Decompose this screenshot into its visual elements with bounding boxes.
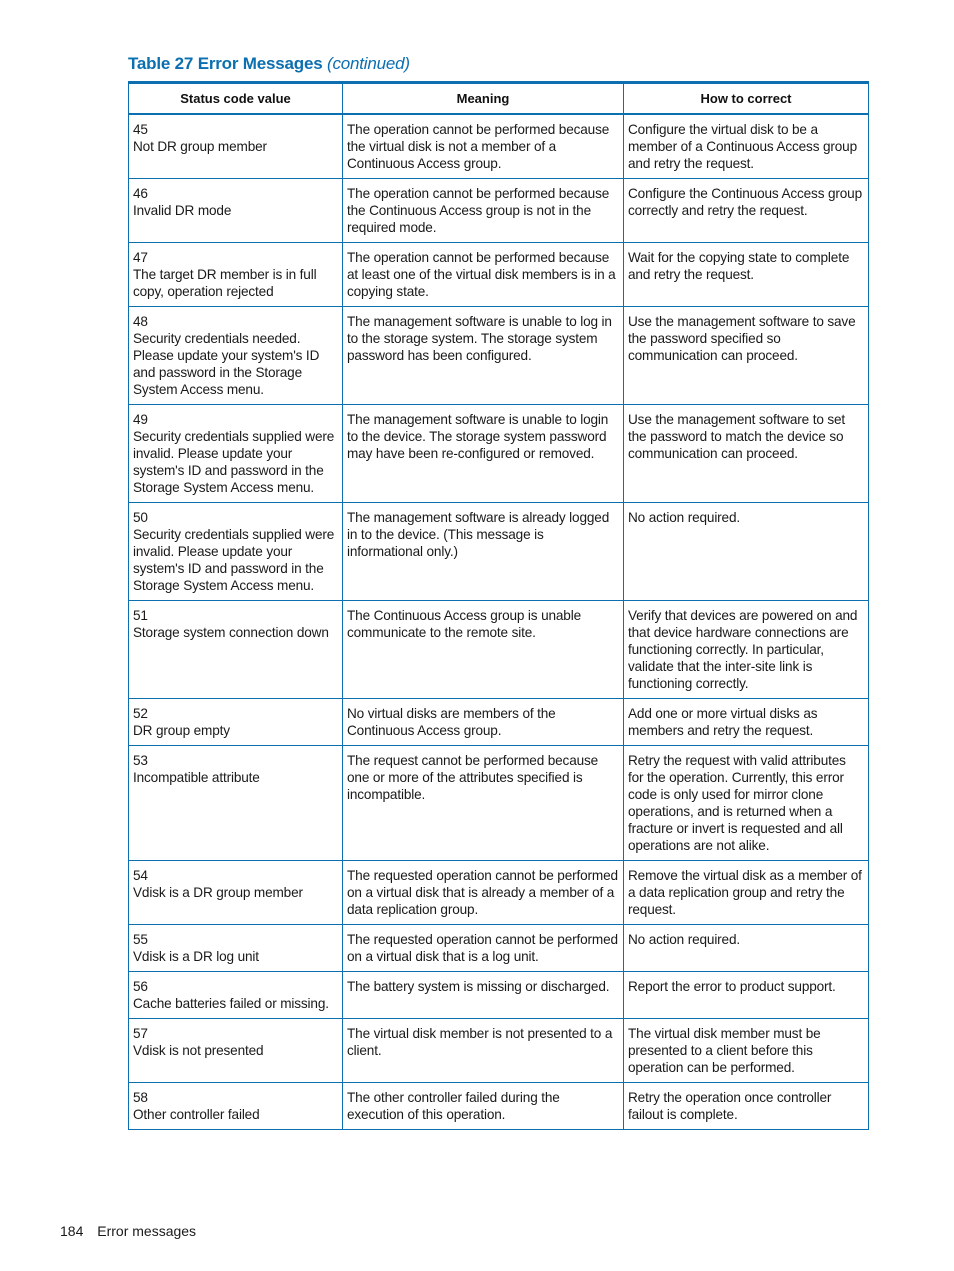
table-row — [129, 972, 869, 1019]
table-row — [129, 699, 869, 746]
status-code-text: Other controller failed — [133, 1107, 260, 1122]
cell-how-to-correct: Retry the operation once controller failout is complete. — [624, 1083, 869, 1130]
status-code-text: Security credentials needed. Please update your system's ID and password in the Storage System Access menu. — [133, 331, 320, 397]
cell-status-code — [129, 699, 343, 746]
cell-meaning: The other controller failed during the execution of this operation. — [343, 1083, 624, 1130]
table-caption — [128, 54, 410, 74]
table-row — [129, 405, 869, 503]
table-row — [129, 861, 869, 925]
status-code-text: Invalid DR mode — [133, 203, 232, 218]
table-row — [129, 503, 869, 601]
status-code-number: 46 — [133, 186, 148, 201]
page-footer — [60, 1223, 196, 1239]
status-code-text: Security credentials supplied were invalid. Please update your system's ID and password in the Storage System Access menu. — [133, 429, 335, 495]
page-number: 184 — [60, 1223, 84, 1239]
cell-how-to-correct: No action required. — [624, 503, 869, 601]
cell-meaning: The request cannot be performed because one or more of the attributes specified is incompatible. — [343, 746, 624, 861]
error-messages-table-container — [128, 81, 868, 1130]
cell-meaning: The management software is already logged in to the device. (This message is informational only.) — [343, 503, 624, 601]
cell-meaning: The operation cannot be performed because at least one of the virtual disk members is in a copying state. — [343, 243, 624, 307]
table-row — [129, 925, 869, 972]
cell-how-to-correct: Use the management software to save the password specified so communication can proceed. — [624, 307, 869, 405]
table-row — [129, 179, 869, 243]
footer-section-title: Error messages — [97, 1223, 197, 1239]
cell-meaning: The management software is unable to log in to the storage system. The storage system password has been configured. — [343, 307, 624, 405]
status-code-text: Incompatible attribute — [133, 770, 260, 785]
cell-status-code — [129, 114, 343, 179]
table-row — [129, 1083, 869, 1130]
cell-meaning: The requested operation cannot be performed on a virtual disk that is a log unit. — [343, 925, 624, 972]
status-code-text: Vdisk is a DR group member — [133, 885, 303, 900]
header-meaning: Meaning — [343, 83, 624, 115]
status-code-number: 50 — [133, 510, 148, 525]
error-messages-table — [128, 81, 869, 1130]
cell-how-to-correct: Wait for the copying state to complete and retry the request. — [624, 243, 869, 307]
status-code-number: 45 — [133, 122, 148, 137]
cell-status-code — [129, 307, 343, 405]
cell-how-to-correct: Use the management software to set the password to match the device so communication can proceed. — [624, 405, 869, 503]
header-how-to-correct: How to correct — [624, 83, 869, 115]
cell-meaning: No virtual disks are members of the Continuous Access group. — [343, 699, 624, 746]
cell-status-code — [129, 1019, 343, 1083]
cell-how-to-correct: Retry the request with valid attributes for the operation. Currently, this error code is only used for mirror clone operations, and is returned when a fracture or invert is requested and all operations are not alike. — [624, 746, 869, 861]
status-code-number: 57 — [133, 1026, 148, 1041]
table-row — [129, 1019, 869, 1083]
cell-status-code — [129, 746, 343, 861]
status-code-text: Security credentials supplied were invalid. Please update your system's ID and password in the Storage System Access menu. — [133, 527, 335, 593]
table-title: Table 27 Error Messages — [128, 54, 323, 73]
cell-meaning: The battery system is missing or discharged. — [343, 972, 624, 1019]
table-row — [129, 243, 869, 307]
cell-status-code — [129, 601, 343, 699]
cell-meaning: The requested operation cannot be performed on a virtual disk that is already a member of a data replication group. — [343, 861, 624, 925]
cell-how-to-correct: Configure the Continuous Access group correctly and retry the request. — [624, 179, 869, 243]
status-code-text: The target DR member is in full copy, operation rejected — [133, 267, 317, 299]
status-code-number: 53 — [133, 753, 148, 768]
status-code-number: 51 — [133, 608, 148, 623]
table-row — [129, 601, 869, 699]
header-status-code: Status code value — [129, 83, 343, 115]
cell-meaning: The operation cannot be performed because the virtual disk is not a member of a Continuous Access group. — [343, 114, 624, 179]
table-row — [129, 114, 869, 179]
status-code-number: 47 — [133, 250, 148, 265]
cell-status-code — [129, 861, 343, 925]
cell-status-code — [129, 1083, 343, 1130]
status-code-number: 48 — [133, 314, 148, 329]
cell-status-code — [129, 405, 343, 503]
status-code-number: 49 — [133, 412, 148, 427]
cell-meaning: The Continuous Access group is unable communicate to the remote site. — [343, 601, 624, 699]
status-code-number: 52 — [133, 706, 148, 721]
table-row — [129, 746, 869, 861]
cell-meaning: The operation cannot be performed because the Continuous Access group is not in the required mode. — [343, 179, 624, 243]
cell-how-to-correct: Report the error to product support. — [624, 972, 869, 1019]
cell-how-to-correct: Remove the virtual disk as a member of a data replication group and retry the request. — [624, 861, 869, 925]
cell-status-code — [129, 243, 343, 307]
status-code-number: 54 — [133, 868, 148, 883]
cell-how-to-correct: Verify that devices are powered on and that device hardware connections are functioning correctly. In particular, validate that the inter-site link is functioning correctly. — [624, 601, 869, 699]
cell-status-code — [129, 972, 343, 1019]
cell-meaning: The virtual disk member is not presented to a client. — [343, 1019, 624, 1083]
table-header-row — [129, 83, 869, 115]
cell-how-to-correct: No action required. — [624, 925, 869, 972]
status-code-number: 56 — [133, 979, 148, 994]
status-code-text: DR group empty — [133, 723, 230, 738]
status-code-number: 58 — [133, 1090, 148, 1105]
cell-how-to-correct: Add one or more virtual disks as members and retry the request. — [624, 699, 869, 746]
cell-status-code — [129, 503, 343, 601]
status-code-text: Storage system connection down — [133, 625, 329, 640]
cell-how-to-correct: The virtual disk member must be presented to a client before this operation can be performed. — [624, 1019, 869, 1083]
status-code-text: Cache batteries failed or missing. — [133, 996, 329, 1011]
table-continued-label: (continued) — [327, 54, 410, 73]
table-row — [129, 307, 869, 405]
cell-meaning: The management software is unable to login to the device. The storage system password may have been re-configured or removed. — [343, 405, 624, 503]
cell-status-code — [129, 925, 343, 972]
status-code-number: 55 — [133, 932, 148, 947]
status-code-text: Vdisk is not presented — [133, 1043, 264, 1058]
cell-how-to-correct: Configure the virtual disk to be a member of a Continuous Access group and retry the request. — [624, 114, 869, 179]
cell-status-code — [129, 179, 343, 243]
status-code-text: Vdisk is a DR log unit — [133, 949, 259, 964]
status-code-text: Not DR group member — [133, 139, 267, 154]
